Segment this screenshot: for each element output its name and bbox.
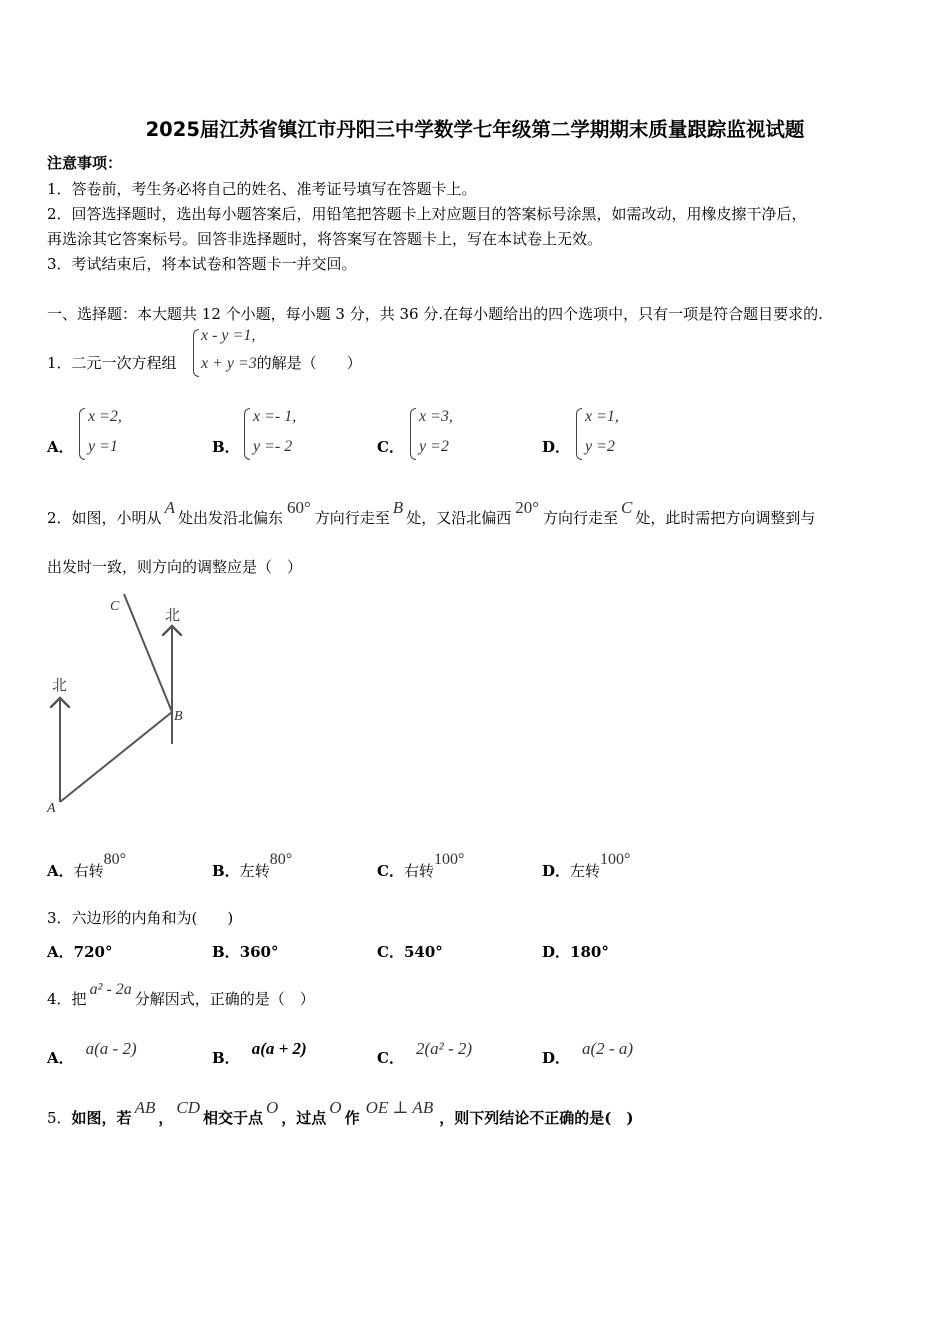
question-number: 3． xyxy=(47,909,72,927)
option-label: C． xyxy=(377,862,404,880)
page-title: 2025届江苏省镇江市丹阳三中学数学七年级第二学期期末质量跟踪监视试题 xyxy=(145,118,805,141)
question-5-stem xyxy=(47,1098,634,1128)
question-text: 处，此时需把方向调整到与 xyxy=(635,509,816,527)
option-b[interactable] xyxy=(212,851,293,881)
question-number: 1． xyxy=(47,354,72,372)
option-d-line1: x =1, xyxy=(585,408,619,425)
question-3-stem xyxy=(47,907,233,928)
math-label: CD xyxy=(176,1098,200,1117)
notice-heading: 注意事项： xyxy=(47,154,123,172)
option-d[interactable] xyxy=(542,941,609,962)
option-value: a(2 - a) xyxy=(582,1039,633,1058)
question-2-stem-cont: 出发时一致，则方向的调整应是（ ） xyxy=(47,558,303,576)
option-label: D． xyxy=(542,1049,571,1067)
option-d[interactable] xyxy=(542,1039,633,1068)
option-b[interactable] xyxy=(212,941,279,962)
option-value: 360° xyxy=(239,943,279,961)
option-value: 80° xyxy=(103,851,127,868)
option-c-line2: y =2 xyxy=(419,438,449,455)
question-text: ，过点 xyxy=(281,1109,327,1127)
option-c[interactable] xyxy=(377,851,465,881)
option-a[interactable]: A． xyxy=(47,438,74,456)
question-text: 的解是（ ） xyxy=(256,354,362,372)
equation-line: x + y =3 xyxy=(201,355,257,372)
direction-figure xyxy=(40,590,200,820)
option-value: 2(a² - 2) xyxy=(415,1039,473,1058)
option-d[interactable]: D． xyxy=(542,438,571,456)
equation-brace xyxy=(193,329,199,377)
math-label: A xyxy=(164,498,175,517)
option-value: 540° xyxy=(403,943,443,961)
notice-item: 再选涂其它答案标号。回答非选择题时，将答案写在答题卡上，写在本试卷上无效。 xyxy=(47,230,603,248)
option-value: 100° xyxy=(433,851,465,868)
question-text: ， xyxy=(158,1109,174,1127)
math-angle: 20° xyxy=(515,498,540,517)
option-label: C． xyxy=(377,1049,404,1067)
option-d[interactable] xyxy=(542,851,631,881)
point-c-label: C xyxy=(110,599,120,614)
option-text: 右转 xyxy=(73,862,104,880)
equation-brace xyxy=(244,408,250,460)
question-text: 分解因式，正确的是（ ） xyxy=(134,990,315,1008)
equation-brace xyxy=(410,408,416,460)
north-label-b: 北 xyxy=(165,606,181,624)
option-a-line2: y =1 xyxy=(88,438,118,455)
question-number: 5． xyxy=(47,1109,72,1127)
notice-item: 3．考试结束后，将本试卷和答题卡一并交回。 xyxy=(47,255,357,273)
question-4-stem xyxy=(47,981,315,1009)
option-label: A． xyxy=(47,943,74,961)
option-c[interactable] xyxy=(377,1039,473,1068)
option-a[interactable] xyxy=(47,941,112,962)
question-number: 4． xyxy=(47,990,72,1008)
math-expression: OE ⊥ AB xyxy=(365,1098,434,1117)
option-label: B． xyxy=(212,1049,240,1067)
option-c[interactable]: C． xyxy=(377,438,404,456)
notice-item: 1．答卷前，考生务必将自己的姓名、准考证号填写在答题卡上。 xyxy=(47,180,477,198)
option-text: 左转 xyxy=(239,862,270,880)
question-text: 作 xyxy=(344,1109,360,1127)
equation-brace xyxy=(576,408,582,460)
option-label: A． xyxy=(47,862,74,880)
option-label: D． xyxy=(542,862,571,880)
option-value: a(a + 2) xyxy=(251,1039,307,1058)
option-d-line2: y =2 xyxy=(585,438,615,455)
option-value: 100° xyxy=(600,851,631,868)
option-label: B． xyxy=(212,862,240,880)
option-label: B． xyxy=(212,943,240,961)
question-text: 方向行走至 xyxy=(543,509,619,527)
math-label: O xyxy=(329,1098,342,1117)
option-c[interactable] xyxy=(377,941,443,962)
question-text: 处出发沿北偏东 xyxy=(177,509,283,527)
option-value: 180° xyxy=(570,943,609,961)
section-heading: 一、选择题：本大题共 12 个小题，每小题 3 分，共 36 分.在每小题给出的四个选项中，只有一项是符合题目要求的. xyxy=(47,305,823,323)
option-b-line2: y =- 2 xyxy=(253,438,293,455)
notice-item: 2．回答选择题时，选出每小题答案后，用铅笔把答题卡上对应题目的答案标号涂黑，如需改动，用橡皮擦干净后， xyxy=(47,205,807,223)
north-label-a: 北 xyxy=(52,676,68,694)
question-text: 如图，若 xyxy=(71,1109,132,1127)
question-text: 二元一次方程组 xyxy=(71,354,177,372)
question-text: 方向行走至 xyxy=(314,509,390,527)
option-text: 左转 xyxy=(570,862,601,880)
option-value: 720° xyxy=(73,943,113,961)
option-label: D． xyxy=(542,943,571,961)
question-text: ，则下列结论不正确的是( ) xyxy=(439,1109,634,1127)
segment-ab xyxy=(60,712,172,802)
option-value: a(a - 2) xyxy=(85,1039,137,1058)
option-value: 80° xyxy=(269,851,293,868)
math-label: C xyxy=(621,498,633,517)
option-a-line1: x =2, xyxy=(88,408,122,425)
equation-line: x - y =1, xyxy=(201,327,256,344)
option-b[interactable]: B． xyxy=(212,438,240,456)
option-text: 右转 xyxy=(403,862,434,880)
math-label: B xyxy=(392,498,404,517)
option-b-line1: x =- 1, xyxy=(253,408,297,425)
option-label: C． xyxy=(377,943,404,961)
question-text: 如图，小明从 xyxy=(71,509,162,527)
question-number: 2． xyxy=(47,509,72,527)
question-text: 六边形的内角和为( ) xyxy=(71,909,234,927)
question-text: 处，又沿北偏西 xyxy=(406,509,512,527)
option-a[interactable] xyxy=(47,851,127,881)
option-a[interactable] xyxy=(47,1039,137,1068)
math-label: O xyxy=(266,1098,279,1117)
question-text: 把 xyxy=(71,990,87,1008)
point-a-label: A xyxy=(47,801,56,816)
math-expression: a² - 2a xyxy=(89,981,132,998)
point-b-label: B xyxy=(174,709,183,724)
option-b[interactable] xyxy=(212,1039,307,1068)
option-label: A． xyxy=(47,1049,74,1067)
question-text: 相交于点 xyxy=(202,1109,263,1127)
math-angle: 60° xyxy=(286,498,311,517)
option-c-line1: x =3, xyxy=(419,408,453,425)
math-label: AB xyxy=(134,1098,156,1117)
question-2-stem xyxy=(47,498,816,528)
equation-brace xyxy=(79,408,85,460)
